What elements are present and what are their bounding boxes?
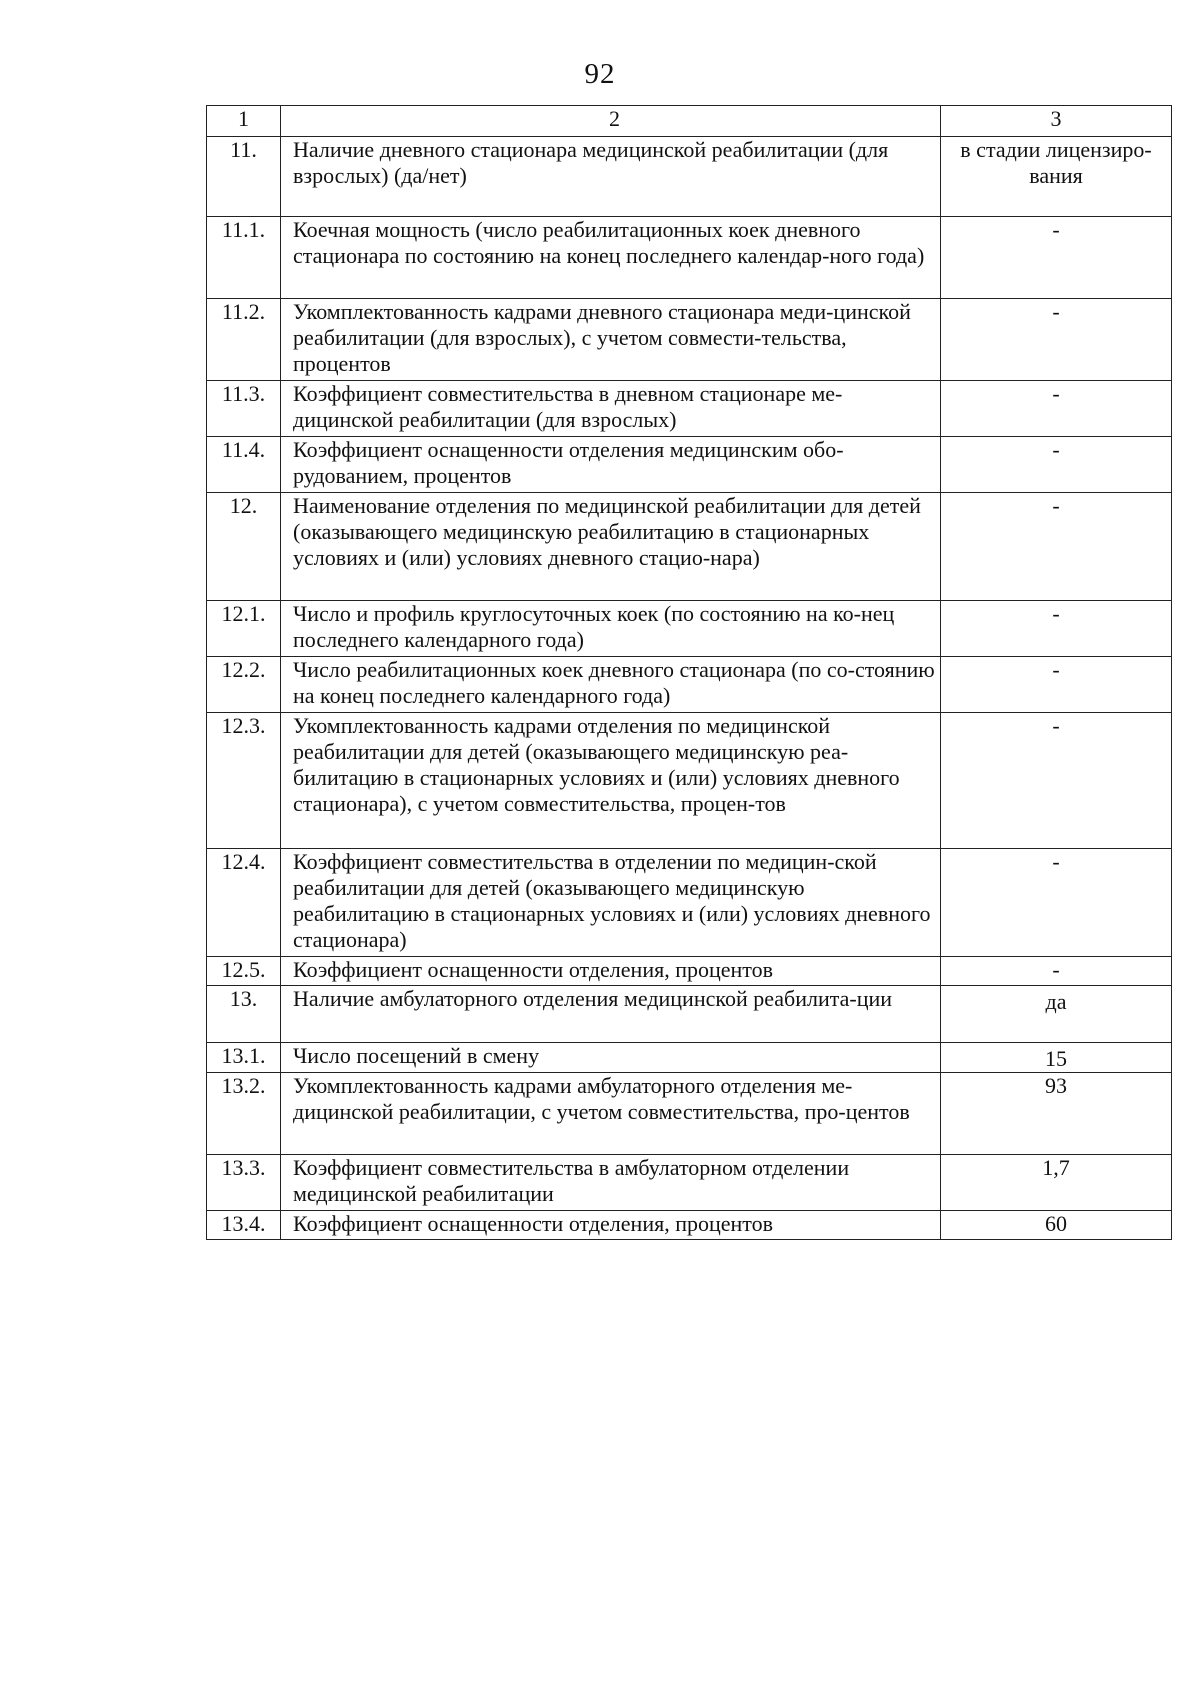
table-row — [207, 957, 1172, 986]
row-value: - — [941, 849, 1172, 957]
table-row — [207, 601, 1172, 657]
row-value: - — [941, 957, 1172, 986]
table-header-row — [207, 106, 1172, 137]
row-value: 1,7 — [941, 1155, 1172, 1211]
row-value: 15 — [941, 1043, 1172, 1073]
table-row — [207, 1211, 1172, 1240]
table-row — [207, 713, 1172, 849]
row-value: в стадии лицензиро-вания — [941, 137, 1172, 217]
table-row — [207, 437, 1172, 493]
row-text: Коэффициент оснащенности отделения, процентов — [281, 957, 941, 986]
row-text: Укомплектованность кадрами дневного стационара меди-цинской реабилитации (для взрослых), с учетом совмести-тельства, процентов — [281, 299, 941, 381]
row-text: Коэффициент совместительства в отделении по медицин-ской реабилитации для детей (оказывающего медицинскую реабилитацию в стационарных условиях и (или) условиях дневного стационара) — [281, 849, 941, 957]
row-text: Число реабилитационных коек дневного стационара (по со-стоянию на конец последнего календарного года) — [281, 657, 941, 713]
header-col-3: 3 — [941, 106, 1172, 137]
row-text: Число посещений в смену — [281, 1043, 941, 1073]
table-row — [207, 137, 1172, 217]
row-value: 60 — [941, 1211, 1172, 1240]
row-value: 93 — [941, 1073, 1172, 1155]
row-text: Коэффициент совместительства в амбулаторном отделении медицинской реабилитации — [281, 1155, 941, 1211]
row-text: Коэффициент оснащенности отделения медицинским обо-рудованием, процентов — [281, 437, 941, 493]
row-number: 13.2. — [207, 1073, 281, 1155]
row-text: Коэффициент совместительства в дневном стационаре ме-дицинской реабилитации (для взрослых) — [281, 381, 941, 437]
row-text: Наличие дневного стационара медицинской реабилитации (для взрослых) (да/нет) — [281, 137, 941, 217]
header-col-1: 1 — [207, 106, 281, 137]
data-table — [206, 105, 1172, 1240]
row-text: Наименование отделения по медицинской реабилитации для детей (оказывающего медицинскую реабилитацию в стационарных условиях и (или) условиях дневного стацио-нара) — [281, 493, 941, 601]
row-number: 13.4. — [207, 1211, 281, 1240]
row-number: 12.4. — [207, 849, 281, 957]
row-text: Укомплектованность кадрами амбулаторного отделения ме-дицинской реабилитации, с учетом совместительства, про-центов — [281, 1073, 941, 1155]
row-number: 12.5. — [207, 957, 281, 986]
row-number: 11.3. — [207, 381, 281, 437]
table-row — [207, 849, 1172, 957]
table-row — [207, 1155, 1172, 1211]
row-number: 11.2. — [207, 299, 281, 381]
row-text: Коэффициент оснащенности отделения, процентов — [281, 1211, 941, 1240]
row-number: 12.3. — [207, 713, 281, 849]
table-row — [207, 493, 1172, 601]
row-number: 13.3. — [207, 1155, 281, 1211]
table-row — [207, 217, 1172, 299]
row-value: - — [941, 601, 1172, 657]
row-value: - — [941, 657, 1172, 713]
row-value: - — [941, 381, 1172, 437]
row-value: - — [941, 713, 1172, 849]
table-row — [207, 299, 1172, 381]
header-col-2: 2 — [281, 106, 941, 137]
row-value: - — [941, 217, 1172, 299]
page-number: 92 — [584, 58, 616, 90]
row-text: Число и профиль круглосуточных коек (по состоянию на ко-нец последнего календарного года) — [281, 601, 941, 657]
row-value: - — [941, 299, 1172, 381]
table-row — [207, 657, 1172, 713]
row-number: 11.1. — [207, 217, 281, 299]
row-value: - — [941, 493, 1172, 601]
row-value: - — [941, 437, 1172, 493]
row-number: 13.1. — [207, 1043, 281, 1073]
row-text: Наличие амбулаторного отделения медицинской реабилита-ции — [281, 986, 941, 1043]
row-number: 12. — [207, 493, 281, 601]
row-text: Коечная мощность (число реабилитационных коек дневного стационара по состоянию на конец последнего календар-ного года) — [281, 217, 941, 299]
row-number: 11.4. — [207, 437, 281, 493]
table-row — [207, 1043, 1172, 1073]
table-row — [207, 1073, 1172, 1155]
row-number: 11. — [207, 137, 281, 217]
row-number: 12.2. — [207, 657, 281, 713]
row-number: 12.1. — [207, 601, 281, 657]
row-number: 13. — [207, 986, 281, 1043]
row-value: да — [941, 986, 1172, 1043]
table-row — [207, 986, 1172, 1043]
row-text: Укомплектованность кадрами отделения по медицинской реабилитации для детей (оказывающего медицинскую реа-билитацию в стационарных условиях и (или) условиях дневного стационара), с учетом совместительства, процен-тов — [281, 713, 941, 849]
table-row — [207, 381, 1172, 437]
